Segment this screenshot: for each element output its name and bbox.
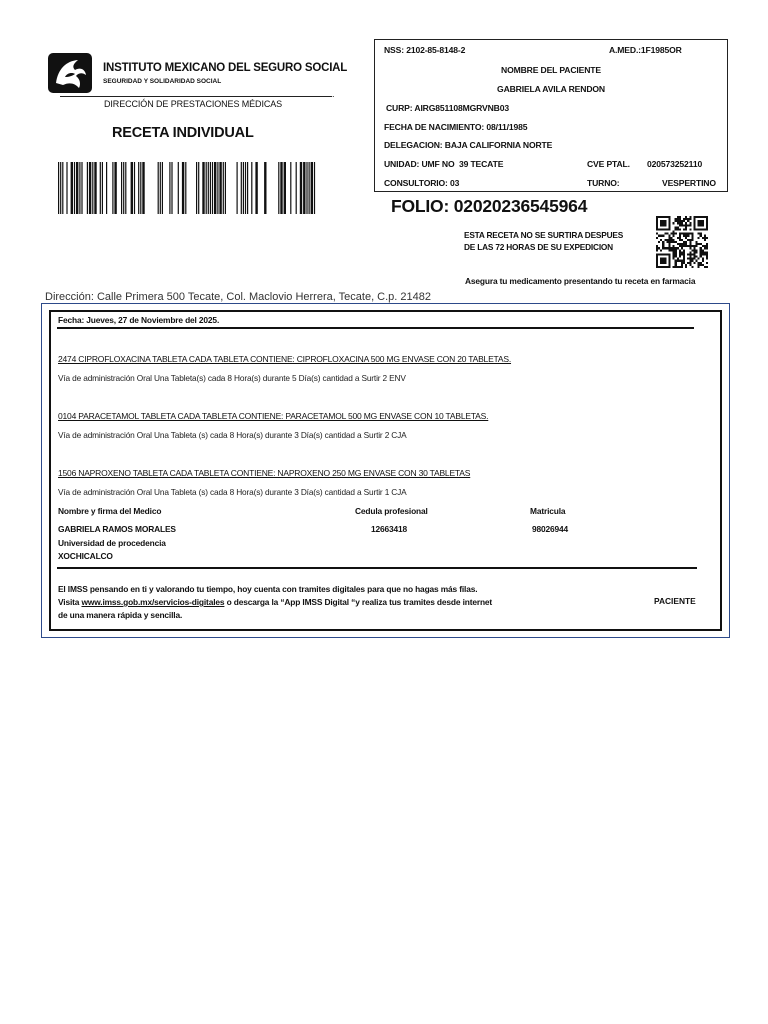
cedula-label: Cedula profesional <box>355 506 428 516</box>
birthdate-field <box>384 122 527 132</box>
footer-line-2-prefix: Visita <box>58 597 82 607</box>
turno-value: VESPERTINO <box>662 178 716 188</box>
medication-title: 2474 CIPROFLOXACINA TABLETA CADA TABLETA CONTIENE: CIPROFLOXACINA 500 MG ENVASE CON 20 TABLETAS. <box>58 354 512 364</box>
nss-label: NSS: <box>384 45 404 55</box>
matricula-label: Matricula <box>530 506 566 516</box>
qr-code-icon <box>656 216 708 268</box>
unidad-label: UNIDAD: <box>384 159 420 169</box>
digital-services-note <box>58 583 492 622</box>
prescription-date: Fecha: Jueves, 27 de Noviembre del 2025. <box>58 315 220 325</box>
medication-title: 0104 PARACETAMOL TABLETA CADA TABLETA CONTIENE: PARACETAMOL 500 MG ENVASE CON 10 TABLETAS. <box>58 411 489 421</box>
folio <box>391 196 587 217</box>
date-divider <box>57 327 694 329</box>
delegacion-value: BAJA CALIFORNIA NORTE <box>444 140 553 150</box>
footer-line-2 <box>58 596 492 609</box>
pharmacy-note: Asegura tu medicamento presentando tu receta en farmacia <box>465 276 696 286</box>
doctor-name-label: Nombre y firma del Medico <box>58 506 162 516</box>
matricula-value: 98026944 <box>532 524 569 534</box>
curp-field <box>386 103 509 113</box>
folio-number: 02020236545964 <box>453 196 588 216</box>
consultorio-label: CONSULTORIO: <box>384 178 448 188</box>
validity-line-1: ESTA RECETA NO SE SURTIRA DESPUES <box>464 230 624 240</box>
unidad-value: UMF NO 39 TECATE <box>421 159 504 169</box>
curp-value: AIRG851108MGRVNB03 <box>414 103 509 113</box>
doctor-name: GABRIELA RAMOS MORALES <box>58 524 176 534</box>
barcode-icon <box>58 162 322 214</box>
footer-line-2-suffix: o descarga la “App IMSS Digital “y realiza tus tramites desde internet <box>224 597 493 607</box>
patient-name: GABRIELA AVILA RENDON <box>497 84 605 94</box>
validity-note <box>464 229 623 253</box>
imss-eagle-logo-icon <box>48 53 92 93</box>
birthdate-value: 08/11/1985 <box>486 122 528 132</box>
university-value: XOCHICALCO <box>58 551 113 561</box>
delegacion-field <box>384 140 552 150</box>
birthdate-label: FECHA DE NACIMIENTO: <box>384 122 485 132</box>
medication-title: 1506 NAPROXENO TABLETA CADA TABLETA CONTIENE: NAPROXENO 250 MG ENVASE CON 30 TABLETAS <box>58 468 471 478</box>
amed-field <box>609 45 682 55</box>
copy-recipient-label: PACIENTE <box>654 596 696 606</box>
patient-name-heading: NOMBRE DEL PACIENTE <box>501 65 601 75</box>
imss-digital-services-link[interactable]: www.imss.gob.mx/servicios-digitales <box>81 597 225 607</box>
institution-tagline: SEGURIDAD Y SOLIDARIDAD SOCIAL <box>103 78 222 85</box>
doctor-divider <box>57 567 697 569</box>
medication-instructions: Vía de administración Oral Una Tableta(s) cada 8 Hora(s) durante 5 Día(s) cantidad a Surtir 2 ENV <box>58 373 406 383</box>
delegacion-label: DELEGACION: <box>384 140 443 150</box>
cedula-value: 12663418 <box>371 524 408 534</box>
clinic-address: Dirección: Calle Primera 500 Tecate, Col. Maclovio Herrera, Tecate, C.p. 21482 <box>45 291 431 303</box>
university-label: Universidad de procedencia <box>58 538 166 548</box>
folio-label: FOLIO: <box>391 196 450 216</box>
turno-label: TURNO: <box>587 178 620 188</box>
department-name: DIRECCIÓN DE PRESTACIONES MÉDICAS <box>104 99 283 109</box>
cve-ptal-label: CVE PTAL. <box>587 159 630 169</box>
medication-instructions: Vía de administración Oral Una Tableta (s) cada 8 Hora(s) durante 3 Día(s) cantidad a Surtir 2 CJA <box>58 430 407 440</box>
institution-name: INSTITUTO MEXICANO DEL SEGURO SOCIAL <box>103 62 348 74</box>
consultorio-field <box>384 178 459 188</box>
cve-ptal-value: 020573252110 <box>647 159 703 169</box>
amed-value: 1F1985OR <box>640 45 682 55</box>
patient-info-box <box>374 39 728 192</box>
medication-instructions: Vía de administración Oral Una Tableta (s) cada 8 Hora(s) durante 3 Día(s) cantidad a Surtir 1 CJA <box>58 487 407 497</box>
validity-line-2: DE LAS 72 HORAS DE SU EXPEDICION <box>464 242 613 252</box>
nss-field <box>384 45 465 55</box>
nss-value: 2102-85-8148-2 <box>406 45 466 55</box>
footer-line-3: de una manera rápida y sencilla. <box>58 610 183 620</box>
header-divider <box>60 96 332 97</box>
document-title: RECETA INDIVIDUAL <box>112 125 254 141</box>
amed-label: A.MED.: <box>609 45 641 55</box>
header-dot: . <box>332 89 335 99</box>
unidad-field <box>384 159 503 169</box>
curp-label: CURP: <box>386 103 413 113</box>
consultorio-value: 03 <box>450 178 460 188</box>
footer-line-1: El IMSS pensando en ti y valorando tu tiempo, hoy cuenta con tramites digitales para que no hagas más filas. <box>58 584 478 594</box>
